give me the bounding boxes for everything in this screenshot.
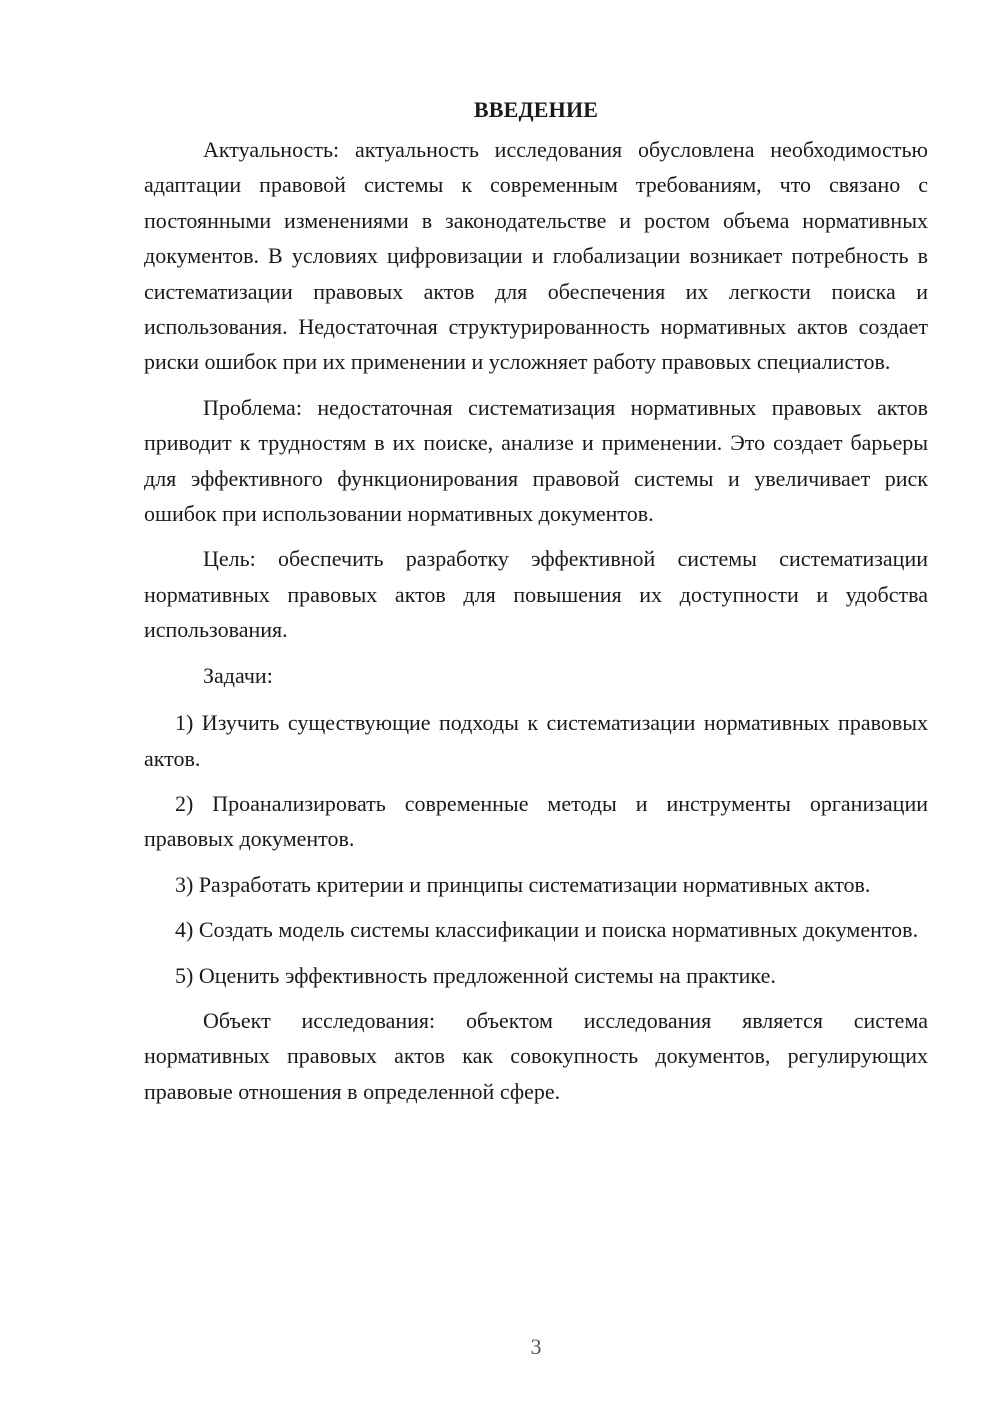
page-number: 3 <box>530 1334 542 1359</box>
relevance-paragraph: Актуальность: актуальность исследования обусловлена необходимостью адаптации правовой системы к современным требованиям, что связано с постоянными изменениями в законодательстве и ростом объема нормативных документов. В условиях цифровизации и глобализации возникает потребность в систематизации правовых актов для обеспечения их легкости поиска и использования. Недостаточная структурированность нормативных актов создает риски ошибок при их применении и усложняет работу правовых специалистов. <box>144 137 928 375</box>
task-item-4: 4) Создать модель системы классификации и поиска нормативных документов. <box>175 917 919 943</box>
tasks-heading: Задачи: <box>203 662 273 688</box>
section-heading: ВВЕДЕНИЕ <box>473 97 599 122</box>
goal-paragraph: Цель: обеспечить разработку эффективной системы систематизации нормативных правовых актов для повышения их доступности и удобства использования. <box>144 546 928 643</box>
task-item-2: 2) Проанализировать современные методы и инструменты организации правовых документов. <box>144 790 928 852</box>
problem-paragraph: Проблема: недостаточная систематизация нормативных правовых актов приводит к трудностям в их поиске, анализе и применении. Это создает барьеры для эффективного функционирования правовой системы и увеличивает риск ошибок при использовании нормативных документов. <box>144 394 928 527</box>
task-item-3: 3) Разработать критерии и принципы систематизации нормативных актов. <box>175 871 871 897</box>
page-content <box>144 92 928 1109</box>
research-object-paragraph: Объект исследования: объектом исследования является система нормативных правовых актов как совокупность документов, регулирующих правовые отношения в определенной сфере. <box>144 1007 928 1104</box>
task-item-5: 5) Оценить эффективность предложенной системы на практике. <box>175 962 776 988</box>
task-item-1: 1) Изучить существующие подходы к систематизации нормативных правовых актов. <box>144 710 928 771</box>
